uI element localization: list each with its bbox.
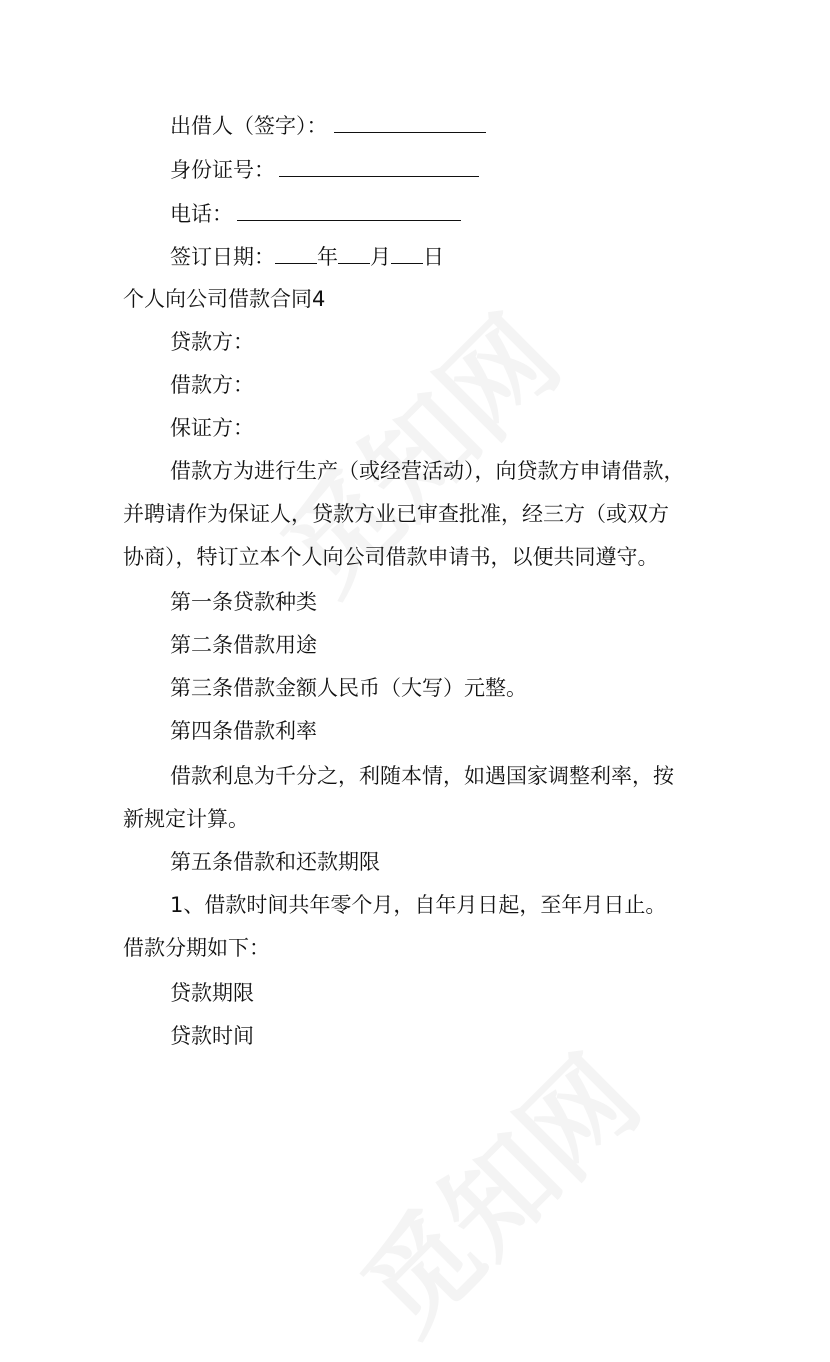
loan-time: 贷款时间	[170, 1024, 254, 1048]
article-5-item-1: 1、借款时间共年零个月，自年月日起，至年月日止。	[170, 893, 667, 917]
phone-label: 电话：	[170, 202, 233, 226]
article-4-text-1: 借款利息为千分之，利随本情，如遇国家调整利率，按	[170, 764, 674, 788]
year-blank	[275, 239, 317, 264]
lender-signature-label: 出借人（签字）：	[170, 114, 328, 138]
sign-date-line	[170, 239, 444, 273]
article-4: 第四条借款利率	[170, 719, 317, 743]
phone-blank	[237, 196, 461, 221]
article-1: 第一条贷款种类	[170, 590, 317, 614]
article-2: 第二条借款用途	[170, 633, 317, 657]
month-blank	[338, 239, 370, 264]
lender-signature-line	[170, 108, 486, 142]
day-blank	[391, 239, 423, 264]
article-4-text-2: 新规定计算。	[123, 807, 249, 831]
lender-signature-blank	[334, 108, 486, 133]
intro-line-1: 借款方为进行生产（或经营活动），向贷款方申请借款，	[170, 459, 685, 483]
day-label: 日	[423, 245, 444, 269]
contract-title: 个人向公司借款合同4	[123, 287, 326, 311]
intro-line-3: 协商），特订立本个人向公司借款申请书，以便共同遵守。	[123, 545, 659, 569]
phone-line	[170, 196, 461, 230]
watermark-bottom	[322, 1016, 667, 1361]
installments-heading: 借款分期如下：	[123, 936, 270, 960]
lender-party: 贷款方：	[170, 330, 254, 354]
month-label: 月	[370, 245, 391, 269]
sign-date-label: 签订日期：	[170, 245, 275, 269]
id-number-label: 身份证号：	[170, 158, 275, 182]
article-3: 第三条借款金额人民币（大写）元整。	[170, 676, 527, 700]
intro-line-2: 并聘请作为保证人，贷款方业已审查批准，经三方（或双方	[123, 502, 669, 526]
guarantor-party: 保证方：	[170, 416, 254, 440]
article-5: 第五条借款和还款期限	[170, 850, 380, 874]
loan-term: 贷款期限	[170, 981, 254, 1005]
id-number-line	[170, 152, 479, 186]
borrower-party: 借款方：	[170, 373, 254, 397]
year-label: 年	[317, 245, 338, 269]
id-number-blank	[279, 152, 479, 177]
